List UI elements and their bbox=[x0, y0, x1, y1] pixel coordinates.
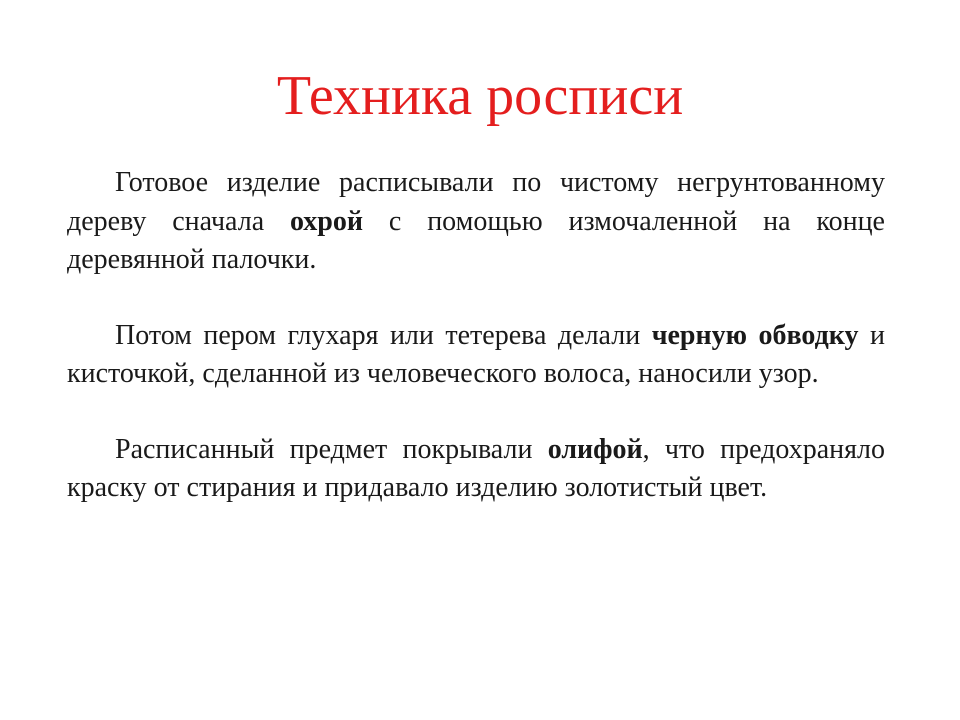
paragraph-1 bbox=[67, 164, 885, 280]
slide-body bbox=[67, 164, 885, 545]
text-segment: Расписанный предмет покрывали bbox=[115, 433, 548, 465]
slide-title: Техника росписи bbox=[276, 65, 684, 127]
paragraph-2 bbox=[67, 317, 885, 394]
bold-term-black-outline: черную обводку bbox=[651, 319, 859, 351]
bold-term-drying-oil: олифой bbox=[547, 433, 643, 465]
paragraph-3 bbox=[67, 431, 885, 508]
text-segment: и кисточкой, сделанной из человеческого волоса, наносили узор. bbox=[67, 319, 886, 389]
text-segment: , что предохраняло краску от стирания и придавало изделию золотистый цвет. bbox=[67, 433, 885, 503]
text-segment: с помощью измочаленной на конце деревянной палочки. bbox=[67, 205, 885, 275]
text-segment: Потом пером глухаря или тетерева делали bbox=[115, 319, 652, 351]
bold-term-ochre: охрой bbox=[290, 205, 364, 237]
text-segment: Готовое изделие расписывали по чистому негрунтованному дереву сначала bbox=[67, 167, 885, 237]
